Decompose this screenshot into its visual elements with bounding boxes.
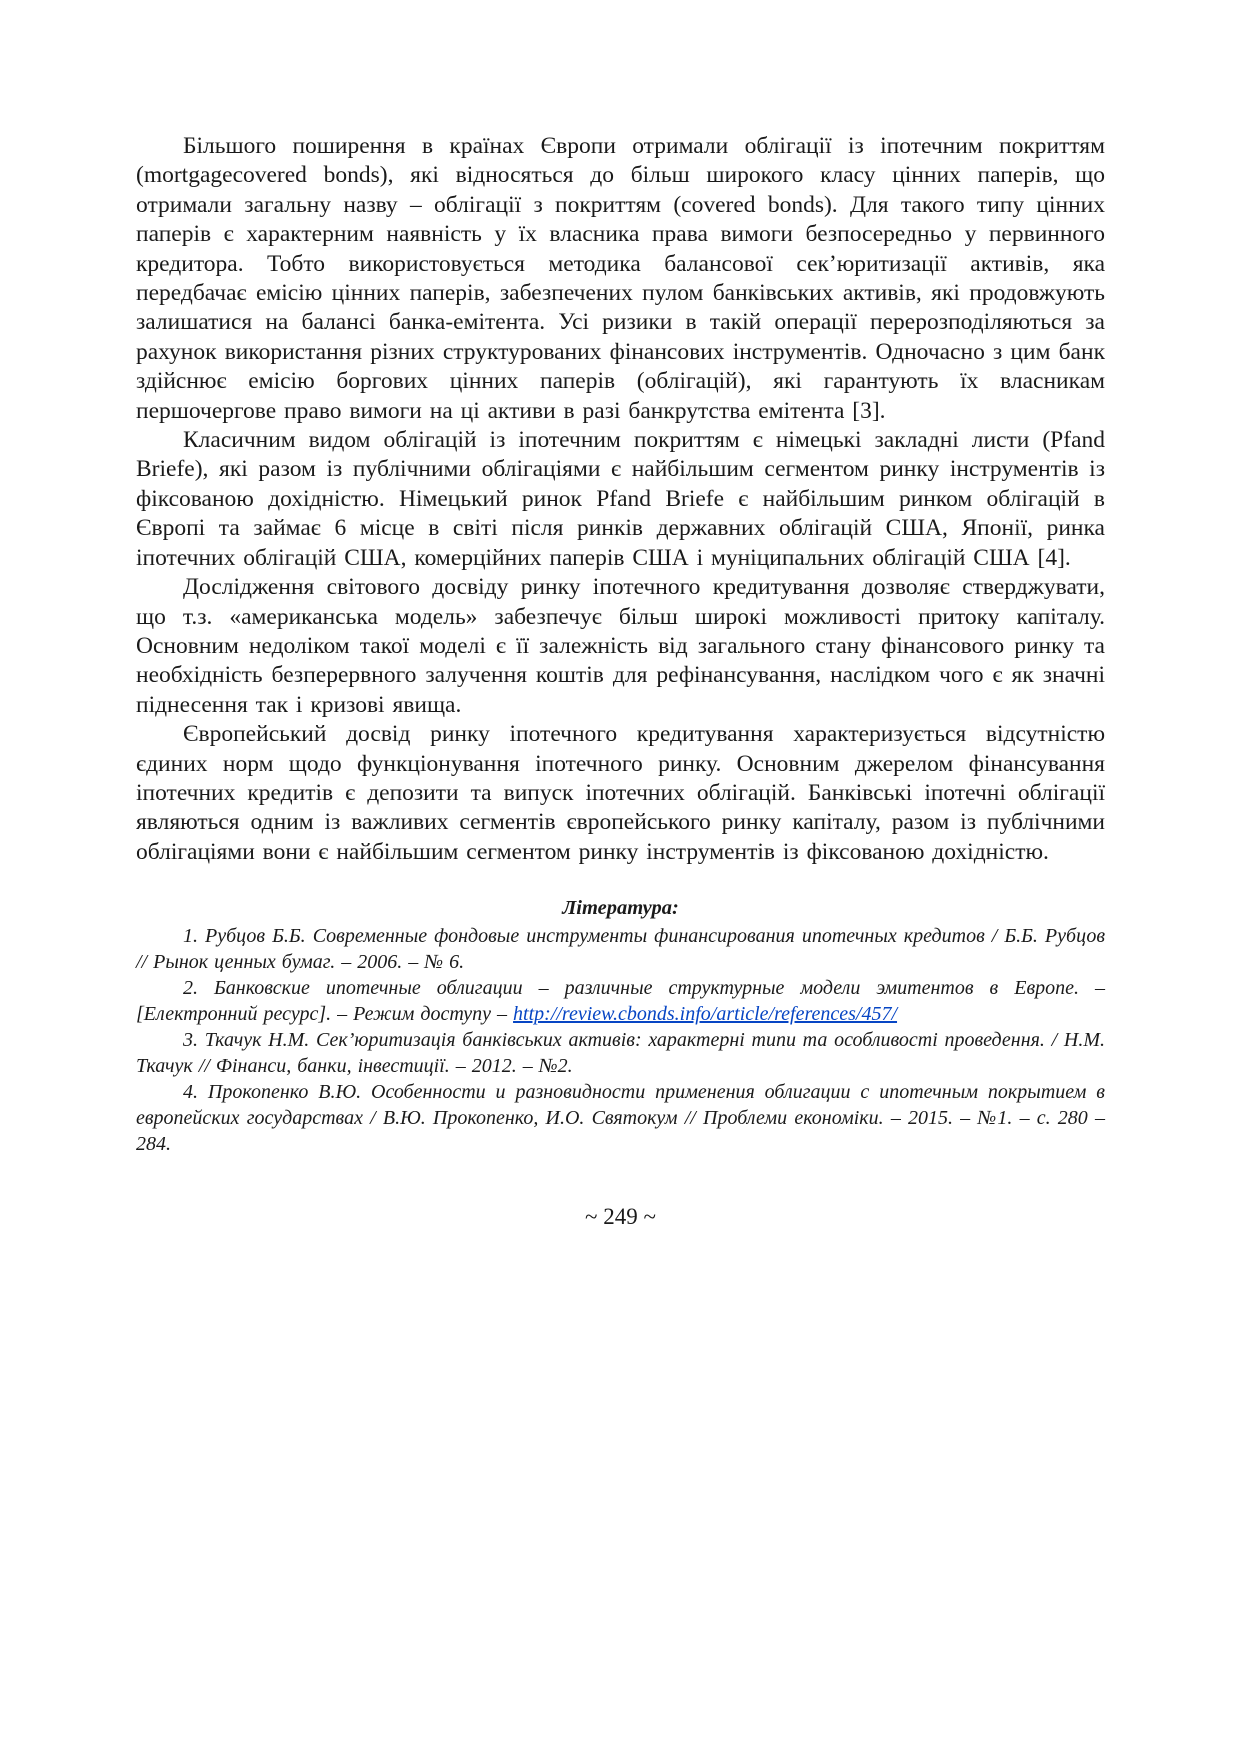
reference-item-1: 1. Рубцов Б.Б. Современные фондовые инструменты финансирования ипотечных кредитов / Б.Б. Рубцов // Рынок ценных бумаг. – 2006. – № 6.: [136, 925, 1105, 974]
body-paragraph-3: Дослідження світового досвіду ринку іпотечного кредитування дозволяє стверджувати, що т.з. «американська модель» забезпечує більш широкі можливості притоку капіталу. Основним недоліком такої моделі є її залежність від загального стану фінансового ринку та необхідність безперервного залучення коштів для рефінансування, наслідком чого є як значні піднесення так і кризові явища.: [136, 574, 1105, 718]
reference-item-3: 3. Ткачук Н.М. Сек’юритизація банківських активів: характерні типи та особливості проведення. / Н.М. Ткачук // Фінанси, банки, інвестиції. – 2012. – №2.: [136, 1029, 1105, 1078]
page-number: ~ 249 ~: [585, 1204, 656, 1230]
body-paragraph-4: Європейський досвід ринку іпотечного кредитування характеризується відсутністю єдиних норм щодо функціонування іпотечного ринку. Основним джерелом фінансування іпотечних кредитів є депозити та випуск іпотечних облігацій. Банківські іпотечні облігації являються одним із важливих сегментів європейського ринку капіталу, разом із публічними облігаціями вони є найбільшим сегментом ринку інструментів із фіксованою дохідністю.: [136, 721, 1105, 865]
reference-link[interactable]: http://review.cbonds.info/article/references/457/: [513, 1003, 898, 1026]
reference-item-2: [136, 975, 1105, 1027]
reference-2-text: 2. Банковские ипотечные облигации – различные структурные модели эмитентов в Европе. – [Електронний ресурс]. – Режим доступу –: [136, 977, 1105, 1026]
body-paragraph-2: Класичним видом облігацій із іпотечним покриттям є німецькі закладні листи (Pfand Briefe), які разом із публічними облігаціями є найбільшим сегментом ринку інструментів із фіксованою дохідністю. Німецький ринок Pfand Briefe є найбільшим ринком облігацій в Європі та займає 6 місце в світі після ринків державних облігацій США, Японії, ринка іпотечних облігацій США, комерційних паперів США і муніципальних облігацій США [4].: [136, 427, 1105, 571]
reference-item-4: 4. Прокопенко В.Ю. Особенности и разновидности применения облигации с ипотечным покрытием в европейских государствах / В.Ю. Прокопенко, И.О. Святокум // Проблеми економіки. – 2015. – №1. – с. 280 – 284.: [136, 1081, 1105, 1156]
literature-heading: Література:: [562, 897, 679, 920]
body-paragraph-1: Більшого поширення в країнах Європи отримали облігації із іпотечним покриттям (mortgagecovered bonds), які відносяться до більш широкого класу цінних паперів, що отримали загальну назву – облігації з покриттям (covered bonds). Для такого типу цінних паперів є характерним наявність у їх власника права вимоги безпосередньо у первинного кредитора. Тобто використовується методика балансової сек’юритизації активів, яка передбачає емісію цінних паперів, забезпечених пулом банківських активів, які продовжують залишатися на балансі банка-емітента. Усі ризики в такій операції перерозподіляються за рахунок використання різних структурованих фінансових інструментів. Одночасно з цим банк здійснює емісію боргових цінних паперів (облігацій), які гарантують їх власникам першочергове право вимоги на ці активи в разі банкрутства емітента [3].: [136, 133, 1105, 424]
